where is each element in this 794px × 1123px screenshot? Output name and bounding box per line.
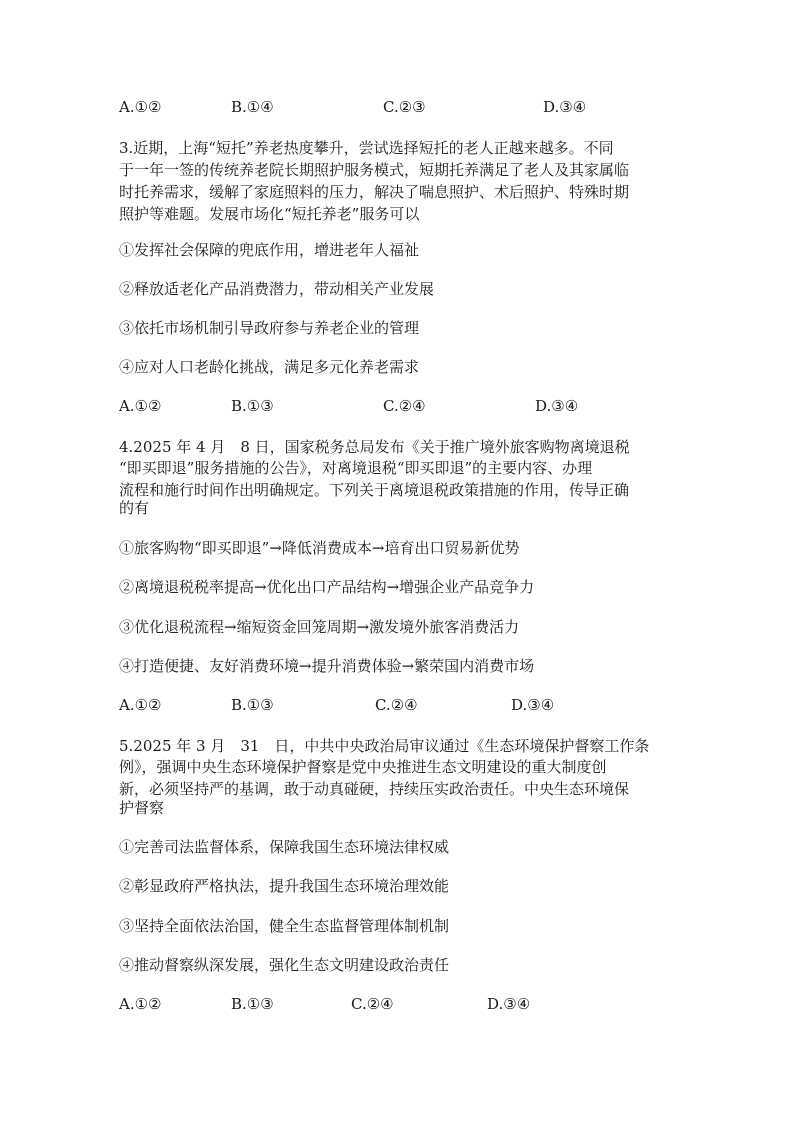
q4-item-2: ②离境退税税率提高→优化出口产品结构→增强企业产品竞争力 (119, 578, 535, 596)
q3-item-2: ②释放适老化产品消费潜力，带动相关产业发展 (119, 280, 435, 298)
q3-option-a: A.①② (119, 397, 162, 415)
q3-item-1: ①发挥社会保障的兜底作用，增进老年人福祉 (119, 241, 420, 259)
q3-stem-line-4: 照护等难题。发展市场化“短托养老”服务可以 (119, 205, 420, 223)
q5-item-4: ④推动督察纵深发展，强化生态文明建设政治责任 (119, 956, 450, 974)
q4-stem-line-4: 的有 (119, 499, 150, 517)
q5-stem-line-3: 新，必须坚持严的基调，敢于动真碰硬，持续压实政治责任。中央生态环境保 (119, 780, 630, 798)
q5-item-3: ③坚持全面依法治国，健全生态监督管理体制机制 (119, 917, 450, 935)
q2-option-a: A.①② (119, 98, 162, 116)
q4-item-4: ④打造便捷、友好消费环境→提升消费体验→繁荣国内消费市场 (119, 657, 535, 675)
q2-option-b: B.①④ (231, 98, 274, 116)
q3-option-c: C.②④ (383, 397, 426, 415)
q5-stem-line-4: 护督察 (119, 799, 165, 817)
q5-stem-line-2: 例》，强调中央生态环境保护督察是党中央推进生态文明建设的重大制度创 (119, 758, 607, 776)
q5-option-d: D.③④ (487, 995, 531, 1013)
q3-stem-line-2: 于一年一签的传统养老院长期照护服务模式，短期托养满足了老人及其家属临 (119, 161, 630, 179)
q2-option-d: D.③④ (543, 98, 587, 116)
q5-item-2: ②彰显政府严格执法，提升我国生态环境治理效能 (119, 877, 450, 895)
q4-stem-line-2: “即买即退”服务措施的公告》，对离境退税“即买即退”的主要内容、办理 (119, 459, 593, 477)
q5-item-1: ①完善司法监督体系，保障我国生态环境法律权威 (119, 838, 450, 856)
q3-stem-line-3: 时托养需求，缓解了家庭照料的压力，解决了喘息照护、术后照护、特殊时期 (119, 183, 630, 201)
q4-item-3: ③优化退税流程→缩短资金回笼周期→激发境外旅客消费活力 (119, 618, 520, 636)
q4-item-1: ①旅客购物“即买即退”→降低消费成本→培育出口贸易新优势 (119, 539, 520, 557)
q4-option-c: C.②④ (375, 696, 418, 714)
q4-option-a: A.①② (119, 696, 162, 714)
q2-option-c: C.②③ (383, 98, 426, 116)
q3-item-4: ④应对人口老龄化挑战，满足多元化养老需求 (119, 358, 420, 376)
q5-stem-line-1: 5.2025 年 3 月 31 日，中共中央政治局审议通过《生态环境保护督察工作条 (119, 737, 650, 755)
q3-option-b: B.①③ (231, 397, 274, 415)
q3-item-3: ③依托市场机制引导政府参与养老企业的管理 (119, 319, 420, 337)
q5-option-b: B.①③ (231, 995, 274, 1013)
q4-stem-line-3: 流程和施行时间作出明确规定。下列关于离境退税政策措施的作用，传导正确 (119, 481, 630, 499)
q3-option-d: D.③④ (535, 397, 579, 415)
q4-option-b: B.①③ (231, 696, 274, 714)
q5-option-c: C.②④ (351, 995, 394, 1013)
q4-option-d: D.③④ (511, 696, 555, 714)
q3-stem-line-1: 3.近期，上海“短托”养老热度攀升，尝试选择短托的老人正越来越多。不同 (119, 139, 614, 157)
q5-option-a: A.①② (119, 995, 162, 1013)
q4-stem-line-1: 4.2025 年 4 月 8 日，国家税务总局发布《关于推广境外旅客购物离境退税 (119, 438, 630, 456)
